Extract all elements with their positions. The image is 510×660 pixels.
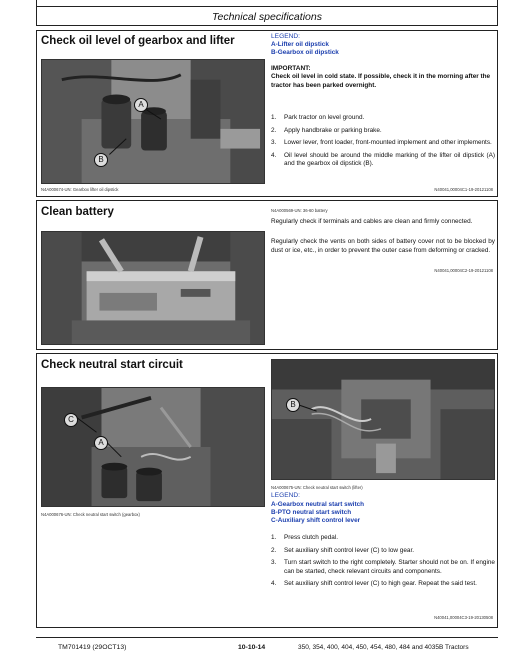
callout-b: B [94,153,108,167]
section-title: Clean battery [41,206,114,218]
lifter-neutral-switch-photo [271,359,495,480]
step-item: 1. Park tractor on level ground. [271,114,365,121]
footer-page-number: 10-10-14 [238,644,266,651]
section-gearbox-oil [36,30,498,197]
photo-caption-left: N4A000676-UN: Check neutral start switch (gearbox) [41,512,140,517]
section-clean-battery [36,200,498,350]
step-item: 3. Lower lever, front loader, front-mounted implement and other implements. [271,139,492,147]
footer-models: 350, 354, 400, 404, 450, 454, 480, 484 and 4035B Tractors [298,644,469,651]
photo-caption-right: N4A000675-UN: Check neutral start switch (lifter) [271,485,363,490]
neutral-steps [271,534,495,593]
step-item: 4. Oil level should be around the middle marking of the lifter oil dipstick (A) and the gearbox oil dipstick (B). [271,151,495,168]
photo-caption: N4A000569-UN: 36-60 battery [271,208,328,213]
step-item: 4. Set auxiliary shift control lever (C) to high gear. Repeat the said test. [271,580,477,588]
legend-item-b: B-Gearbox oil dipstick [271,49,339,56]
step-item: 3. Turn start switch to the right completely. Starter should not be on. If engine can be started, check relevant circuits and components. [271,559,495,575]
legend-item-a: A-Gearbox neutral start switch [271,501,365,508]
section-neutral-start [36,353,498,628]
section-title: Check oil level of gearbox and lifter [41,35,235,47]
footer-rule [36,637,498,638]
callout-c: C [64,413,78,427]
legend-heading: LEGEND: [271,33,300,40]
legend-item-c: C-Auxiliary shift control lever [271,517,361,524]
header-rule-bottom [36,25,498,26]
header-rule-top [36,6,498,7]
battery-paragraph-1: Regularly check if terminals and cables are clean and firmly connected. [271,218,473,225]
section-ref-id: N40041,00004C1-19-20121108 [434,187,493,192]
header-right-rule [497,0,498,25]
callout-a: A [134,98,148,112]
step-item: 2. Apply handbrake or parking brake. [271,126,382,134]
photo-caption: N4A000674-UN: Gearbox lifter oil dipstick [41,187,119,192]
callout-b: B [286,398,300,412]
section-ref-id: N40041,00004C2-19-20121108 [434,268,493,273]
battery-paragraph-2: Regularly check the vents on both sides of battery cover not to be blocked by dust or ice, etc., in order to prevent the outer case from deforming or cracked. [271,238,495,254]
header-title: Technical specifications [212,11,322,23]
legend-item-a: A-Lifter oil dipstick [271,41,329,48]
section-title: Check neutral start circuit [41,359,183,371]
important-heading: IMPORTANT: [271,65,311,72]
step-item: 2. Set auxiliary shift control lever (C) to low gear. [271,546,414,554]
legend-item-b: B-PTO neutral start switch [271,509,352,516]
section-ref-id: N40041,00004C3-19-20130508 [434,615,493,620]
gearbox-dipstick-photo [41,59,265,184]
step-item: 1. Press clutch pedal. [271,534,338,541]
important-text: Check oil level in cold state. If possible, check it in the morning after the tractor has been parked overnight. [271,73,491,90]
gearbox-neutral-switch-photo [41,387,265,507]
header-left-rule [36,0,37,25]
gearbox-steps [271,114,495,173]
footer-doc-id: TM701419 (29OCT13) [58,644,127,651]
callout-a: A [94,436,108,450]
battery-photo [41,231,265,345]
legend-heading: LEGEND: [271,492,300,499]
